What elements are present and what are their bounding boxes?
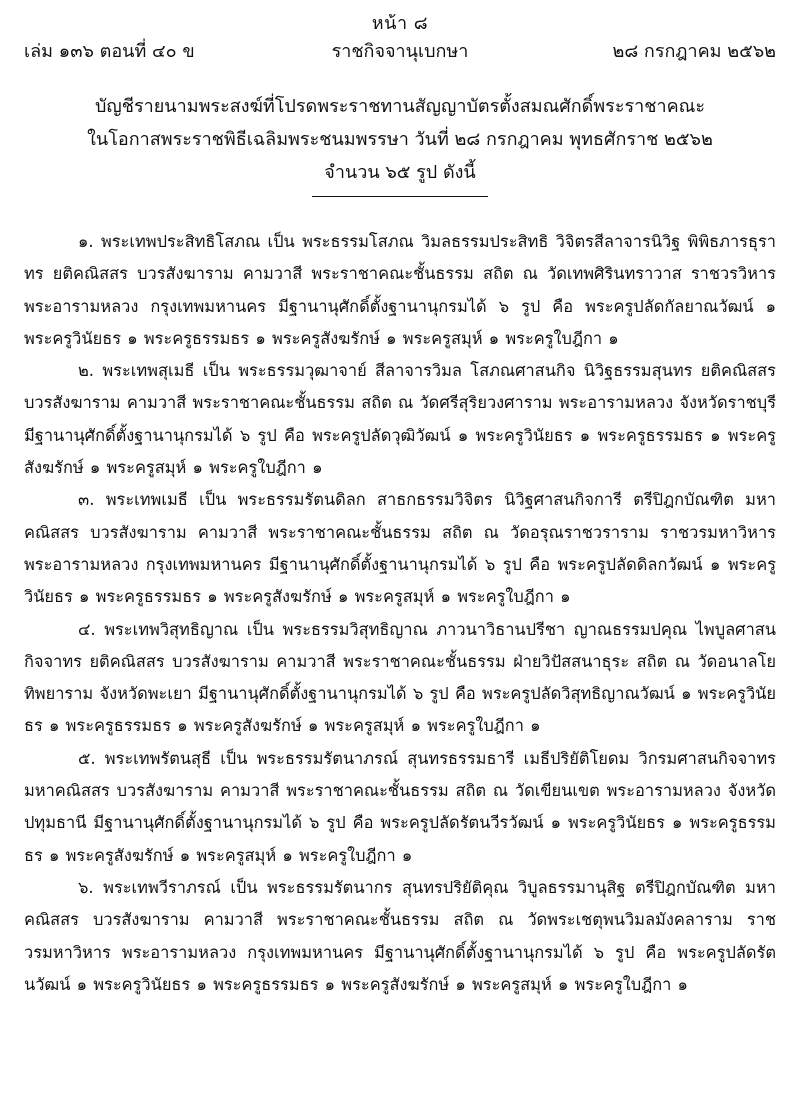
page-number: หน้า ๘: [371, 13, 429, 34]
title-underline: [312, 196, 488, 197]
monk-list: [24, 226, 776, 1001]
publication-date: ๒๘ กรกฎาคม ๒๕๖๒: [612, 41, 776, 62]
volume-issue: เล่ม ๑๓๖ ตอนที่ ๔๐ ข: [24, 41, 195, 62]
list-entry-5: ๕. พระเทพรัตนสุธี เป็น พระธรรมรัตนาภรณ์ สุนทรธรรมธารี เมธีปริยัติโยดม วิกรมศาสนกิจจาทร มหาคณิสสร บวรสังฆาราม คามวาสี พระราชาคณะชั้นธรรม สถิต ณ วัดเขียนเขต พระอารามหลวง จังหวัดปทุมธานี มีฐานานุศักดิ์ตั้งฐานานุกรมได้ ๖ รูป คือ พระครูปลัดรัตนวีรวัฒน์ ๑ พระครูวินัยธร ๑ พระครูธรรมธร ๑ พระครูสังฆรักษ์ ๑ พระครูสมุห์ ๑ พระครูใบฎีกา ๑: [24, 748, 776, 865]
title-line-1: บัญชีรายนามพระสงฆ์ที่โปรดพระราชทานสัญญาบัตรตั้งสมณศักดิ์พระราชาคณะ: [94, 96, 705, 117]
title-line-3: จำนวน ๖๕ รูป ดังนี้: [324, 162, 476, 183]
list-entry-1: ๑. พระเทพประสิทธิโสภณ เป็น พระธรรมโสภณ วิมลธรรมประสิทธิ วิจิตรสีลาจารนิวิฐ พิพิธภารธุราทร ยติคณิสสร บวรสังฆาราม คามวาสี พระราชาคณะชั้นธรรม สถิต ณ วัดเทพศิรินทราวาส ราชวรวิหาร พระอารามหลวง กรุงเทพมหานคร มีฐานานุศักดิ์ตั้งฐานานุกรมได้ ๖ รูป คือ พระครูปลัดกัลยาณวัฒน์ ๑ พระครูวินัยธร ๑ พระครูธรรมธร ๑ พระครูสังฆรักษ์ ๑ พระครูสมุห์ ๑ พระครูใบฎีกา ๑: [24, 232, 776, 348]
list-entry-2: ๒. พระเทพสุเมธี เป็น พระธรรมวุฒาจาย์ สีลาจารวิมล โสภณศาสนกิจ นิวิฐธรรมสุนทร ยติคณิสสร บวรสังฆาราม คามวาสี พระราชาคณะชั้นธรรม สถิต ณ วัดศรีสุริยวงศาราม พระอารามหลวง จังหวัดราชบุรี มีฐานานุศักดิ์ตั้งฐานานุกรมได้ ๖ รูป คือ พระครูปลัดวุฒิวัฒน์ ๑ พระครูวินัยธร ๑ พระครูธรรมธร ๑ พระครูสังฆรักษ์ ๑ พระครูสมุห์ ๑ พระครูใบฎีกา ๑: [24, 361, 776, 478]
list-entry-4: ๔. พระเทพวิสุทธิญาณ เป็น พระธรรมวิสุทธิญาณ ภาวนาวิธานปรีชา ญาณธรรมปคุณ ไพบูลศาสนกิจจาทร ยติคณิสสร บวรสังฆาราม คามวาสี พระราชาคณะชั้นธรรม ฝ่ายวิปัสสนาธุระ สถิต ณ วัดอนาลโยทิพยาราม จังหวัดพะเยา มีฐานานุศักดิ์ตั้งฐานานุกรมได้ ๖ รูป คือ พระครูปลัดวิสุทธิญาณวัฒน์ ๑ พระครูวินัยธร ๑ พระครูธรรมธร ๑ พระครูสังฆรักษ์ ๑ พระครูสมุห์ ๑ พระครูใบฎีกา ๑: [24, 619, 776, 736]
list-entry-3: ๓. พระเทพเมธี เป็น พระธรรมรัตนดิลก สาธกธรรมวิจิตร นิวิฐศาสนกิจการี ตรีปิฎกบัณฑิต มหาคณิสสร บวรสังฆาราม คามวาสี พระราชาคณะชั้นธรรม สถิต ณ วัดอรุณราชวราราม ราชวรมหาวิหาร พระอารามหลวง กรุงเทพมหานคร มีฐานานุศักดิ์ตั้งฐานานุกรมได้ ๖ รูป คือ พระครูปลัดดิลกวัฒน์ ๑ พระครูวินัยธร ๑ พระครูธรรมธร ๑ พระครูสังฆรักษ์ ๑ พระครูสมุห์ ๑ พระครูใบฎีกา ๑: [24, 490, 776, 607]
document-title: [0, 90, 800, 189]
list-entry-6: ๖. พระเทพวีราภรณ์ เป็น พระธรรมรัตนากร สุนทรปริยัติคุณ วิบูลธรรมานุสิฐ ตรีปิฎกบัณฑิต มหาคณิสสร บวรสังฆาราม คามวาสี พระราชาคณะชั้นธรรม สถิต ณ วัดพระเชตุพนวิมลมังคลาราม ราชวรมหาวิหาร พระอารามหลวง กรุงเทพมหานคร มีฐานานุศักดิ์ตั้งฐานานุกรมได้ ๖ รูป คือ พระครูปลัดรัตนวัฒน์ ๑ พระครูวินัยธร ๑ พระครูธรรมธร ๑ พระครูสังฆรักษ์ ๑ พระครูสมุห์ ๑ พระครูใบฎีกา ๑: [24, 877, 776, 994]
publication-name: ราชกิจจานุเบกษา: [331, 41, 469, 62]
title-line-2: ในโอกาสพระราชพิธีเฉลิมพระชนมพรรษา วันที่ ๒๘ กรกฎาคม พุทธศักราช ๒๕๖๒: [87, 129, 713, 150]
